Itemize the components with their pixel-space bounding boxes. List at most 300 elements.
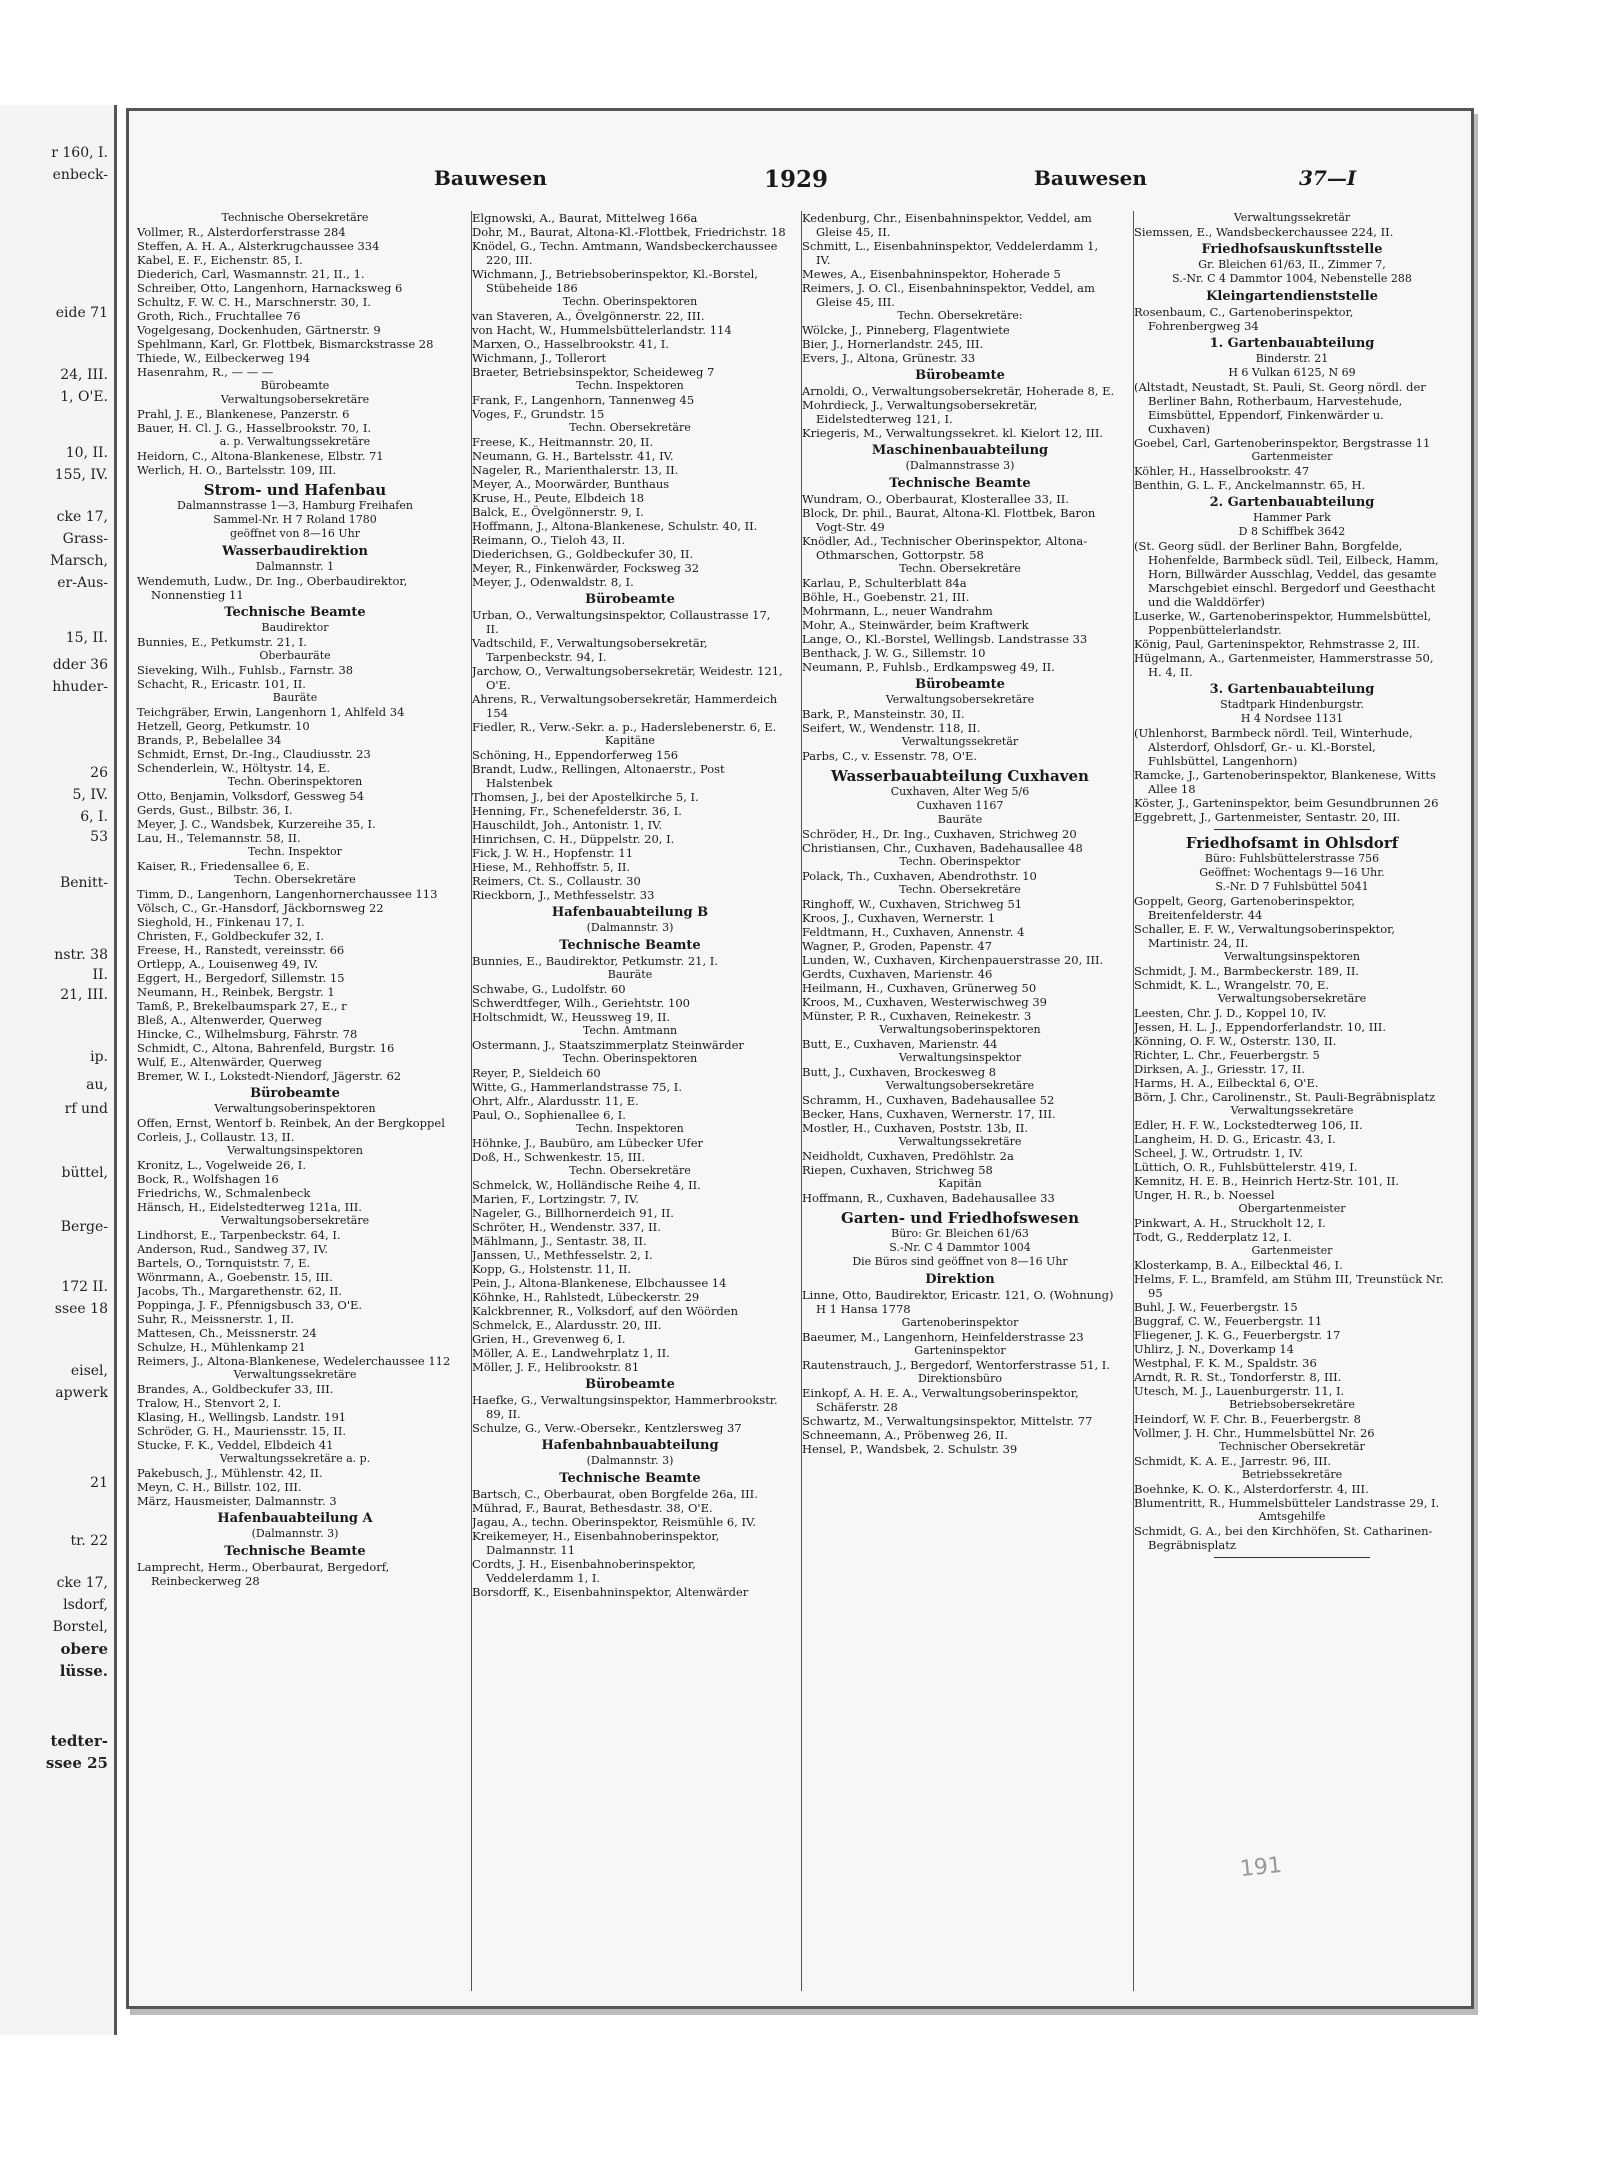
directory-entry: (Uhlenhorst, Barmbeck nördl. Teil, Winterhude, Alsterdorf, Ohlsdorf, Gr.- u. Kl.-Borstel, Fuhlsbüttel, Langenhorn) [1134,726,1413,768]
left-page-fragment: cke 17, [56,1575,108,1591]
directory-entry: Lau, H., Telemannstr. 58, II. [137,831,301,845]
directory-entry: Wichmann, J., Betriebsoberinspektor, Kl.-Borstel, Stübeheide 186 [472,267,758,295]
directory-entry: Diederichsen, G., Goldbeckufer 30, II. [472,547,694,561]
directory-entry: Ringhoff, W., Cuxhaven, Strichweg 51 [802,897,1023,911]
directory-entry: (St. Georg südl. der Berliner Bahn, Borgfelde, Hohenfelde, Barmbeck südl. Teil, Eilbeck, Hamm, Horn, Billwärder Ausschlag, Veddel, das gesamte Marschgebiet einschl. Bergedorf und Geesthacht und die Walddörfer) [1134,539,1439,609]
directory-entry: Suhr, R., Meissnerstr. 1, II. [137,1312,295,1326]
section-heading: Technische Beamte [889,476,1031,491]
directory-entry: Boehnke, K. O. K., Alsterdorferstr. 4, III. [1134,1482,1369,1496]
directory-entry: Teichgräber, Erwin, Langenhorn 1, Ahlfeld 34 [137,705,405,719]
directory-entry: Schneemann, A., Pröbenweg 26, II. [802,1428,1008,1442]
left-page-fragment: II. [92,967,108,983]
section-heading: Bürobeamte [585,592,675,607]
directory-entry: Pinkwart, A. H., Struckholt 12, I. [1134,1216,1326,1230]
left-page-fragment: Berge- [60,1219,108,1235]
directory-entry: Schmidt, C., Altona, Bahrenfeld, Burgstr. 16 [137,1041,395,1055]
directory-entry: Hiese, M., Rehhoffstr. 5, II. [472,860,631,874]
directory-entry: Jacobs, Th., Margarethenstr. 62, II. [137,1284,343,1298]
directory-entry: Neumann, G. H., Bartelsstr. 41, IV. [472,449,674,463]
directory-entry: Mührad, F., Baurat, Bethesdastr. 38, O'E. [472,1501,713,1515]
directory-entry: Feldtmann, H., Cuxhaven, Annenstr. 4 [802,925,1025,939]
directory-entry: Kruse, H., Peute, Elbdeich 18 [472,491,645,505]
role-heading: Direktionsbüro [917,1372,1003,1385]
directory-entry: Parbs, C., v. Essenstr. 78, O'E. [802,749,978,763]
directory-entry: Lamprecht, Herm., Oberbaurat, Bergedorf, Reinbeckerweg 28 [137,1560,390,1588]
role-heading: Kapitäne [605,734,655,747]
directory-entry: Mattesen, Ch., Meissnerstr. 24 [137,1326,317,1340]
left-page-fragment: r 160, I. [51,145,108,161]
column-3 [801,211,1118,1991]
left-page-fragment: 15, II. [65,630,108,646]
directory-entry: (Altstadt, Neustadt, St. Pauli, St. Georg nördl. der Berliner Bahn, Rotherbaum, Harvestehude, Eimsbüttel, Eppendorf, Finkenwärder u. Cuxhaven) [1134,380,1426,436]
page-header [129,166,1471,202]
directory-entry: Bartsch, C., Oberbaurat, oben Borgfelde 26a, III. [472,1487,758,1501]
directory-entry: Ohrt, Alfr., Alardusstr. 11, E. [472,1094,639,1108]
directory-entry: Möller, J. F., Helibrookstr. 81 [472,1360,640,1374]
left-page-fragment: eide 71 [55,305,108,321]
role-heading: Betriebsobersekretäre [1229,1398,1355,1411]
directory-entry: Ramcke, J., Gartenoberinspektor, Blankenese, Witts Allee 18 [1134,768,1436,796]
role-heading: (Dalmannstr. 3) [586,1454,674,1467]
directory-entry: Brandes, A., Goldbeckufer 33, III. [137,1382,334,1396]
directory-entry: Christen, F., Goldbeckufer 32, I. [137,929,325,943]
directory-entry: Kriegeris, M., Verwaltungssekret. kl. Kielort 12, III. [802,426,1104,440]
directory-entry: Corleis, J., Collaustr. 13, II. [137,1130,295,1144]
role-heading: Gartenmeister [1251,450,1333,463]
directory-entry: Ostermann, J., Staatszimmerplatz Steinwärder [472,1038,744,1052]
directory-entry: Polack, Th., Cuxhaven, Abendrothstr. 10 [802,869,1037,883]
header-year: 1929 [764,166,829,193]
directory-entry: Bremer, W. I., Lokstedt-Niendorf, Jägerstr. 62 [137,1069,402,1083]
directory-entry: Reimann, O., Tieloh 43, II. [472,533,626,547]
directory-entry: Paul, O., Sophienallee 6, I. [472,1108,626,1122]
directory-entry: Lange, O., Kl.-Borstel, Wellingsb. Landstrasse 33 [802,632,1088,646]
role-heading: Techn. Inspektoren [576,379,684,392]
directory-entry: Knödel, G., Techn. Amtmann, Wandsbeckerchaussee 220, III. [472,239,778,267]
directory-entry: Thiede, W., Eilbeckerweg 194 [137,351,311,365]
left-page-fragment: 21 [90,1475,108,1491]
left-page-fragment: eisel, [70,1363,108,1379]
directory-entry: Witte, G., Hammerlandstrasse 75, I. [472,1080,682,1094]
directory-entry: Becker, Hans, Cuxhaven, Wernerstr. 17, III. [802,1107,1056,1121]
role-heading: Gartenoberinspektor [901,1316,1019,1329]
directory-entry: Hauschildt, Joh., Antonistr. 1, IV. [472,818,663,832]
directory-entry: Henning, Fr., Schenefelderstr. 36, I. [472,804,682,818]
role-heading: Obergartenmeister [1238,1202,1346,1215]
directory-entry: Neumann, P., Fuhlsb., Erdkampsweg 49, II. [802,660,1055,674]
left-page-fragment: lüsse. [59,1662,108,1680]
role-heading: Hammer Park [1253,511,1331,524]
role-heading: Verwaltungsoberinspektoren [879,1023,1041,1036]
directory-entry: Edler, H. F. W., Lockstedterweg 106, II. [1134,1118,1363,1132]
left-page-fragment: Grass- [62,531,108,547]
left-page-fragment: enbeck- [52,167,108,183]
left-page-fragment: au, [86,1077,108,1093]
role-heading: Verwaltungsinspektoren [1224,950,1360,963]
directory-entry: Todt, G., Redderplatz 12, I. [1134,1230,1292,1244]
directory-entry: Tralow, H., Stenvort 2, I. [137,1396,282,1410]
left-page-fragment: apwerk [55,1385,108,1401]
directory-entry: Voges, F., Grundstr. 15 [472,407,605,421]
role-heading: Techn. Obersekretäre [569,1164,691,1177]
directory-entry: Jessen, H. L. J., Eppendorferlandstr. 10, III. [1134,1020,1386,1034]
directory-entry: Eggert, H., Bergedorf, Sillemstr. 15 [137,971,345,985]
section-divider [1214,1557,1370,1558]
directory-entry: Marien, F., Lortzingstr. 7, IV. [472,1192,639,1206]
directory-entry: Benthack, J. W. G., Sillemstr. 10 [802,646,986,660]
directory-entry: Hincke, C., Wilhelmsburg, Fährstr. 78 [137,1027,358,1041]
directory-entry: Wönrmann, A., Goebenstr. 15, III. [137,1270,333,1284]
directory-entry: Balck, E., Övelgönnerstr. 9, I. [472,505,644,519]
role-heading: Bauräte [937,813,983,826]
directory-entry: Freese, K., Heitmannstr. 20, II. [472,435,654,449]
role-heading: Techn. Oberinspektoren [227,775,363,788]
directory-entry: Mählmann, J., Sentastr. 38, II. [472,1234,647,1248]
role-heading: Bürobeamte [260,379,330,392]
role-heading: Die Büros sind geöffnet von 8—16 Uhr [852,1255,1068,1268]
directory-entry: Benthin, G. L. F., Anckelmannstr. 65, H. [1134,478,1366,492]
directory-entry: Hinrichsen, C. H., Düppelstr. 20, I. [472,832,675,846]
directory-entry: Lüttich, O. R., Fuhlsbüttelerstr. 419, I. [1134,1160,1358,1174]
directory-entry: Bauer, H. Cl. J. G., Hasselbrookstr. 70, I. [137,421,372,435]
section-heading: Direktion [925,1272,995,1287]
directory-entry: Börn, J. Chr., Carolinenstr., St. Pauli-Begräbnisplatz [1134,1090,1436,1104]
directory-entry: Ahrens, R., Verwaltungsobersekretär, Hammerdeich 154 [472,692,778,720]
role-heading: Verwaltungssekretär [901,735,1019,748]
role-heading: Stadtpark Hindenburgstr. [1220,698,1364,711]
directory-entry: Schwartz, M., Verwaltungsinspektor, Mittelstr. 77 [802,1414,1093,1428]
directory-entry: Gerdts, Cuxhaven, Marienstr. 46 [802,967,993,981]
left-page-fragment: rf und [64,1101,108,1117]
directory-entry: von Hacht, W., Hummelsbüttelerlandstr. 114 [472,323,732,337]
left-page-fragment: obere [60,1640,108,1658]
left-page-fragment: tr. 22 [70,1533,108,1549]
section-heading: Bürobeamte [915,677,1005,692]
directory-entry: Buggraf, C. W., Feuerbergstr. 11 [1134,1314,1323,1328]
left-page-fragment: dder 36 [52,657,108,673]
column-4 [1133,211,1450,1991]
left-page-fragment: 21, III. [60,987,108,1003]
directory-entry: Neidholdt, Cuxhaven, Predöhlstr. 2a [802,1149,1014,1163]
role-heading: Kapitän [938,1177,982,1190]
directory-entry: Wundram, O., Oberbaurat, Klosterallee 33, II. [802,492,1070,506]
directory-entry: Möller, A. E., Landwehrplatz 1, II. [472,1346,670,1360]
directory-entry: Mostler, H., Cuxhaven, Poststr. 13b, II. [802,1121,1029,1135]
left-page-fragment: Benitt- [59,875,108,891]
directory-entry: Schaller, E. F. W., Verwaltungsoberinspektor, Martinistr. 24, II. [1134,922,1396,950]
directory-entry: Völsch, C., Gr.-Hansdorf, Jäckbornsweg 22 [137,901,384,915]
role-heading: Sammel-Nr. H 7 Roland 1780 [213,513,377,526]
section-heading: Technische Beamte [224,605,366,620]
directory-entry: Pakebusch, J., Mühlenstr. 42, II. [137,1466,323,1480]
section-heading: Bürobeamte [585,1377,675,1392]
section-heading: Bürobeamte [915,368,1005,383]
section-heading: Technische Beamte [224,1544,366,1559]
directory-entry: Steffen, A. H. A., Alsterkrugchaussee 334 [137,239,380,253]
directory-entry: Uhlirz, J. N., Doverkamp 14 [1134,1342,1294,1356]
directory-entry: Klasing, H., Wellingsb. Landstr. 191 [137,1410,347,1424]
directory-entry: Kreikemeyer, H., Eisenbahnoberinspektor, Dalmannstr. 11 [472,1529,720,1557]
directory-columns [137,211,1461,1991]
directory-entry: Heidorn, C., Altona-Blankenese, Elbstr. 71 [137,449,384,463]
directory-entry: Heindorf, W. F. Chr. B., Feuerbergstr. 8 [1134,1412,1361,1426]
directory-entry: Schacht, R., Ericastr. 101, II. [137,677,306,691]
directory-entry: Butt, E., Cuxhaven, Marienstr. 44 [802,1037,998,1051]
directory-entry: Marxen, O., Hasselbrookstr. 41, I. [472,337,669,351]
directory-entry: Reimers, J. O. Cl., Eisenbahninspektor, Veddel, am Gleise 45, III. [802,281,1095,309]
section-heading: Friedhofsauskunftsstelle [1201,242,1383,257]
directory-entry: Sieghold, H., Finkenau 17, I. [137,915,305,929]
directory-entry: Rosenbaum, C., Gartenoberinspektor, Fohrenbergweg 34 [1134,305,1354,333]
directory-entry: Hänsch, H., Eidelstedterweg 121a, III. [137,1200,362,1214]
directory-entry: Schmidt, G. A., bei den Kirchhöfen, St. Catharinen-Begräbnisplatz [1134,1524,1433,1552]
role-heading: Verwaltungssekretäre [233,1368,357,1381]
role-heading: Verwaltungssekretäre [898,1135,1022,1148]
directory-entry: van Staveren, A., Övelgönnerstr. 22, III. [472,309,705,323]
directory-entry: Arnoldi, O., Verwaltungsobersekretär, Hoherade 8, E. [802,384,1115,398]
directory-entry: Bunnies, E., Petkumstr. 21, I. [137,635,307,649]
directory-entry: Hensel, P., Wandsbek, 2. Schulstr. 39 [802,1442,1018,1456]
section-heading: Kleingartendienststelle [1206,289,1378,304]
directory-entry: Meyer, A., Moorwärder, Bunthaus [472,477,670,491]
role-heading: Techn. Obersekretäre: [897,309,1023,322]
directory-entry: Goppelt, Georg, Gartenoberinspektor, Breitenfelderstr. 44 [1134,894,1355,922]
directory-entry: Schmidt, K. L., Wrangelstr. 70, E. [1134,978,1330,992]
directory-entry: Frank, F., Langenhorn, Tannenweg 45 [472,393,695,407]
role-heading: Garteninspektor [914,1344,1006,1357]
directory-entry: Bark, P., Mansteinstr. 30, II. [802,707,965,721]
directory-entry: Wagner, P., Groden, Papenstr. 47 [802,939,993,953]
role-heading: S.-Nr. C 4 Dammtor 1004 [889,1241,1031,1254]
directory-entry: Holtschmidt, W., Heussweg 19, II. [472,1010,671,1024]
left-page-fragment: ssee 18 [54,1301,108,1317]
directory-entry: Meyn, C. H., Billstr. 102, III. [137,1480,302,1494]
header-section-right: Bauwesen [1034,166,1147,190]
role-heading: Gartenmeister [1251,1244,1333,1257]
directory-entry: Meyer, J. C., Wandsbek, Kurzereihe 35, I. [137,817,376,831]
directory-entry: Arndt, R. R. St., Tondorferstr. 8, III. [1134,1370,1342,1384]
directory-entry: Heilmann, H., Cuxhaven, Grünerweg 50 [802,981,1037,995]
section-heading: Hafenbauabteilung A [217,1511,373,1526]
directory-entry: Timm, D., Langenhorn, Langenhornerchaussee 113 [137,887,438,901]
directory-entry: Thomsen, J., bei der Apostelkirche 5, I. [472,790,699,804]
department-heading: Friedhofsamt in Ohlsdorf [1185,834,1399,852]
directory-entry: Otto, Benjamin, Volksdorf, Gessweg 54 [137,789,365,803]
role-heading: Verwaltungsinspektor [898,1051,1022,1064]
directory-entry: Schmelck, E., Alardusstr. 20, III. [472,1318,662,1332]
directory-entry: Schramm, H., Cuxhaven, Badehausallee 52 [802,1093,1055,1107]
directory-entry: Knödler, Ad., Technischer Oberinspektor, Altona-Othmarschen, Gottorpstr. 58 [802,534,1088,562]
directory-entry: Schmelck, W., Holländische Reihe 4, II. [472,1178,701,1192]
directory-entry: Westphal, F. K. M., Spaldstr. 36 [1134,1356,1317,1370]
role-heading: (Dalmannstrasse 3) [905,459,1015,472]
directory-entry: Dirksen, A. J., Griesstr. 17, II. [1134,1062,1305,1076]
directory-entry: Köhnke, H., Rahlstedt, Lübeckerstr. 29 [472,1290,700,1304]
directory-entry: Richter, L. Chr., Feuerbergstr. 5 [1134,1048,1320,1062]
role-heading: Verwaltungsinspektoren [227,1144,363,1157]
section-heading: 2. Gartenbauabteilung [1209,495,1375,510]
left-page-fragment: lsdorf, [63,1597,108,1613]
directory-entry: Schöning, H., Eppendorferweg 156 [472,748,679,762]
directory-entry: König, Paul, Garteninspektor, Rehmstrasse 2, III. [1134,637,1420,651]
directory-entry: Freese, H., Ranstedt, vereinsstr. 66 [137,943,345,957]
section-divider [1214,829,1370,830]
directory-entry: Schultz, F. W. C. H., Marschnerstr. 30, I. [137,295,371,309]
section-heading: Bürobeamte [250,1086,340,1101]
directory-entry: Elgnowski, A., Baurat, Mittelweg 166a [472,211,698,225]
directory-entry: Brandt, Ludw., Rellingen, Altonaerstr., Post Halstenbek [472,762,725,790]
directory-entry: Evers, J., Altona, Grünestr. 33 [802,351,976,365]
directory-entry: Buhl, J. W., Feuerbergstr. 15 [1134,1300,1298,1314]
directory-entry: Jagau, A., techn. Oberinspektor, Reismühle 6, IV. [472,1515,756,1529]
directory-entry: Fick, J. W. H., Hopfenstr. 11 [472,846,634,860]
directory-entry: Bock, R., Wolfshagen 16 [137,1172,279,1186]
role-heading: Büro: Gr. Bleichen 61/63 [891,1227,1029,1240]
directory-entry: Bier, J., Hornerlandstr. 245, III. [802,337,984,351]
directory-entry: Hasenrahm, R., — — — [137,365,274,379]
directory-entry: Blumentritt, R., Hummelsbütteler Landstrasse 29, I. [1134,1496,1440,1510]
directory-entry: Janssen, U., Methfesselstr. 2, I. [472,1248,653,1262]
directory-entry: Cordts, J. H., Eisenbahnoberinspektor, Veddelerdamm 1, I. [472,1557,696,1585]
directory-entry: Brands, P., Bebelallee 34 [137,733,282,747]
directory-entry: Vadtschild, F., Verwaltungsobersekretär, Tarpenbeckstr. 94, I. [472,636,708,664]
directory-entry: Christiansen, Chr., Cuxhaven, Badehausallee 48 [802,841,1083,855]
directory-entry: Wölcke, J., Pinneberg, Flagentwiete [802,323,1010,337]
directory-entry: Riepen, Cuxhaven, Strichweg 58 [802,1163,993,1177]
directory-entry: Meyer, R., Finkenwärder, Focksweg 32 [472,561,700,575]
left-page-fragment: 5, IV. [72,787,108,803]
left-page-fragment: ssee 25 [45,1754,108,1772]
directory-entry: Böhle, H., Goebenstr. 21, III. [802,590,970,604]
directory-entry: Jarchow, O., Verwaltungsobersekretär, Weidestr. 121, O'E. [472,664,783,692]
directory-entry: Helms, F. L., Bramfeld, am Stühm III, Treunstück Nr. 95 [1134,1272,1444,1300]
directory-entry: Lunden, W., Cuxhaven, Kirchenpauerstrasse 20, III. [802,953,1104,967]
directory-entry: Schreiber, Otto, Langenhorn, Harnacksweg 6 [137,281,403,295]
directory-page [126,108,1474,2009]
left-page-fragment: 53 [90,829,108,845]
directory-entry: Hoffmann, J., Altona-Blankenese, Schulstr. 40, II. [472,519,758,533]
directory-entry: Groth, Rich., Fruchtallee 76 [137,309,301,323]
directory-entry: Münster, P. R., Cuxhaven, Reinekestr. 3 [802,1009,1032,1023]
directory-entry: Block, Dr. phil., Baurat, Altona-Kl. Flottbek, Baron Vogt-Str. 49 [802,506,1096,534]
role-heading: Techn. Oberinspektoren [562,295,698,308]
directory-entry: Schröder, H., Dr. Ing., Cuxhaven, Strichweg 20 [802,827,1077,841]
directory-entry: Langheim, H. D. G., Ericastr. 43, I. [1134,1132,1336,1146]
directory-entry: Butt, J., Cuxhaven, Brockesweg 8 [802,1065,997,1079]
directory-entry: Prahl, J. E., Blankenese, Panzerstr. 6 [137,407,350,421]
directory-entry: Hügelmann, A., Gartenmeister, Hammerstrasse 50, H. 4, II. [1134,651,1434,679]
directory-entry: Neumann, H., Reinbek, Bergstr. 1 [137,985,335,999]
role-heading: Büro: Fuhlsbüttelerstrasse 756 [1204,852,1380,865]
previous-page-strip [0,105,117,2035]
directory-entry: Mohrdieck, J., Verwaltungsobersekretär, Eidelstedterweg 121, I. [802,398,1038,426]
directory-entry: Meyer, J., Odenwaldstr. 8, I. [472,575,634,589]
role-heading: (Dalmannstr. 3) [586,921,674,934]
department-heading: Wasserbauabteilung Cuxhaven [831,767,1089,785]
directory-entry: Spehlmann, Karl, Gr. Flottbek, Bismarckstrasse 28 [137,337,434,351]
left-page-fragment: 6, I. [80,809,108,825]
directory-entry: Hoffmann, R., Cuxhaven, Badehausallee 33 [802,1191,1055,1205]
directory-entry: Unger, H. R., b. Noessel [1134,1188,1275,1202]
directory-entry: Hetzell, Georg, Petkumstr. 10 [137,719,310,733]
directory-entry: Wulf, E., Altenwärder, Querweg [137,1055,322,1069]
role-heading: Verwaltungssekretär [1233,211,1351,224]
role-heading: Techn. Oberinspektor [899,855,1021,868]
department-heading: Garten- und Friedhofswesen [841,1209,1079,1227]
role-heading: Cuxhaven, Alter Weg 5/6 [890,785,1030,798]
section-heading: Technische Beamte [559,1471,701,1486]
directory-entry: Schwabe, G., Ludolfstr. 60 [472,982,626,996]
directory-entry: Fiedler, R., Verw.-Sekr. a. p., Haderslebenerstr. 6, E. [472,720,777,734]
role-heading: Techn. Obersekretäre [899,883,1021,896]
role-heading: Bauräte [272,691,318,704]
directory-entry: Reimers, J., Altona-Blankenese, Wedelerchaussee 112 [137,1354,451,1368]
role-heading: Betriebssekretäre [1241,1468,1343,1481]
pencil-margin-note: 191 [1238,1852,1284,1883]
directory-entry: Höhnke, J., Baubüro, am Lübecker Ufer [472,1136,703,1150]
directory-entry: Lindhorst, E., Tarpenbeckstr. 64, I. [137,1228,341,1242]
left-page-fragment: 155, IV. [54,467,108,483]
left-page-fragment: 172 II. [61,1279,108,1295]
directory-entry: Poppinga, J. F., Pfennigsbusch 33, O'E. [137,1298,363,1312]
directory-entry: Schulze, G., Verw.-Obersekr., Kentzlersweg 37 [472,1421,742,1435]
section-heading: Hafenbahnbauabteilung [541,1438,719,1453]
directory-entry: Schröter, H., Wendenstr. 337, II. [472,1220,661,1234]
directory-entry: Kedenburg, Chr., Eisenbahninspektor, Veddel, am Gleise 45, II. [802,211,1092,239]
left-page-fragment: cke 17, [56,509,108,525]
role-heading: Verwaltungsobersekretäre [885,1079,1035,1092]
section-heading: 1. Gartenbauabteilung [1209,336,1375,351]
section-heading: 3. Gartenbauabteilung [1209,682,1375,697]
directory-entry: Pein, J., Altona-Blankenese, Elbchaussee 14 [472,1276,727,1290]
left-page-fragment: tedter- [50,1732,108,1750]
role-heading: Verwaltungsobersekretäre [1217,992,1367,1005]
role-heading: Verwaltungssekretäre a. p. [219,1452,371,1465]
section-heading: Maschinenbauabteilung [871,443,1049,458]
role-heading: Techn. Obersekretäre [569,421,691,434]
directory-entry: Kroos, M., Cuxhaven, Westerwischweg 39 [802,995,1047,1009]
directory-entry: Karlau, P., Schulterblatt 84a [802,576,967,590]
directory-entry: Schenderlein, W., Höltystr. 14, E. [137,761,331,775]
role-heading: S.-Nr. C 4 Dammtor 1004, Nebenstelle 288 [1172,272,1412,285]
directory-entry: Grien, H., Grevenweg 6, I. [472,1332,626,1346]
role-heading: H 6 Vulkan 6125, N 69 [1228,366,1356,379]
left-page-fragment: 24, III. [60,367,108,383]
directory-entry: März, Hausmeister, Dalmannstr. 3 [137,1494,337,1508]
directory-entry: Werlich, H. O., Bartelsstr. 109, III. [137,463,337,477]
role-heading: Bauräte [607,968,653,981]
directory-entry: Ortlepp, A., Louisenweg 49, IV. [137,957,319,971]
role-heading: Binderstr. 21 [1255,352,1329,365]
directory-entry: Goebel, Carl, Gartenoberinspektor, Bergstrasse 11 [1134,436,1431,450]
directory-entry: Sieveking, Wilh., Fuhlsb., Farnstr. 38 [137,663,354,677]
page-number: 37—I [1299,166,1357,190]
left-page-fragment: Borstel, [52,1619,108,1635]
directory-entry: Braeter, Betriebsinspektor, Scheideweg 7 [472,365,715,379]
role-heading: Oberbauräte [259,649,331,662]
directory-entry: Luserke, W., Gartenoberinspektor, Hummelsbüttel, Poppenbüttelerlandstr. [1134,609,1432,637]
directory-entry: Harms, H. A., Eilbecktal 6, O'E. [1134,1076,1319,1090]
role-heading: Techn. Inspektor [248,845,342,858]
directory-entry: Utesch, M. J., Lauenburgerstr. 11, I. [1134,1384,1345,1398]
role-heading: Techn. Amtmann [582,1024,678,1037]
directory-entry: Anderson, Rud., Sandweg 37, IV. [137,1242,328,1256]
directory-entry: Mohr, A., Steinwärder, beim Kraftwerk [802,618,1029,632]
directory-entry: Schmidt, J. M., Barmbeckerstr. 189, II. [1134,964,1360,978]
directory-entry: Doß, H., Schwenkestr. 15, III. [472,1150,645,1164]
section-heading: Technische Beamte [559,938,701,953]
left-page-fragment: 10, II. [65,445,108,461]
